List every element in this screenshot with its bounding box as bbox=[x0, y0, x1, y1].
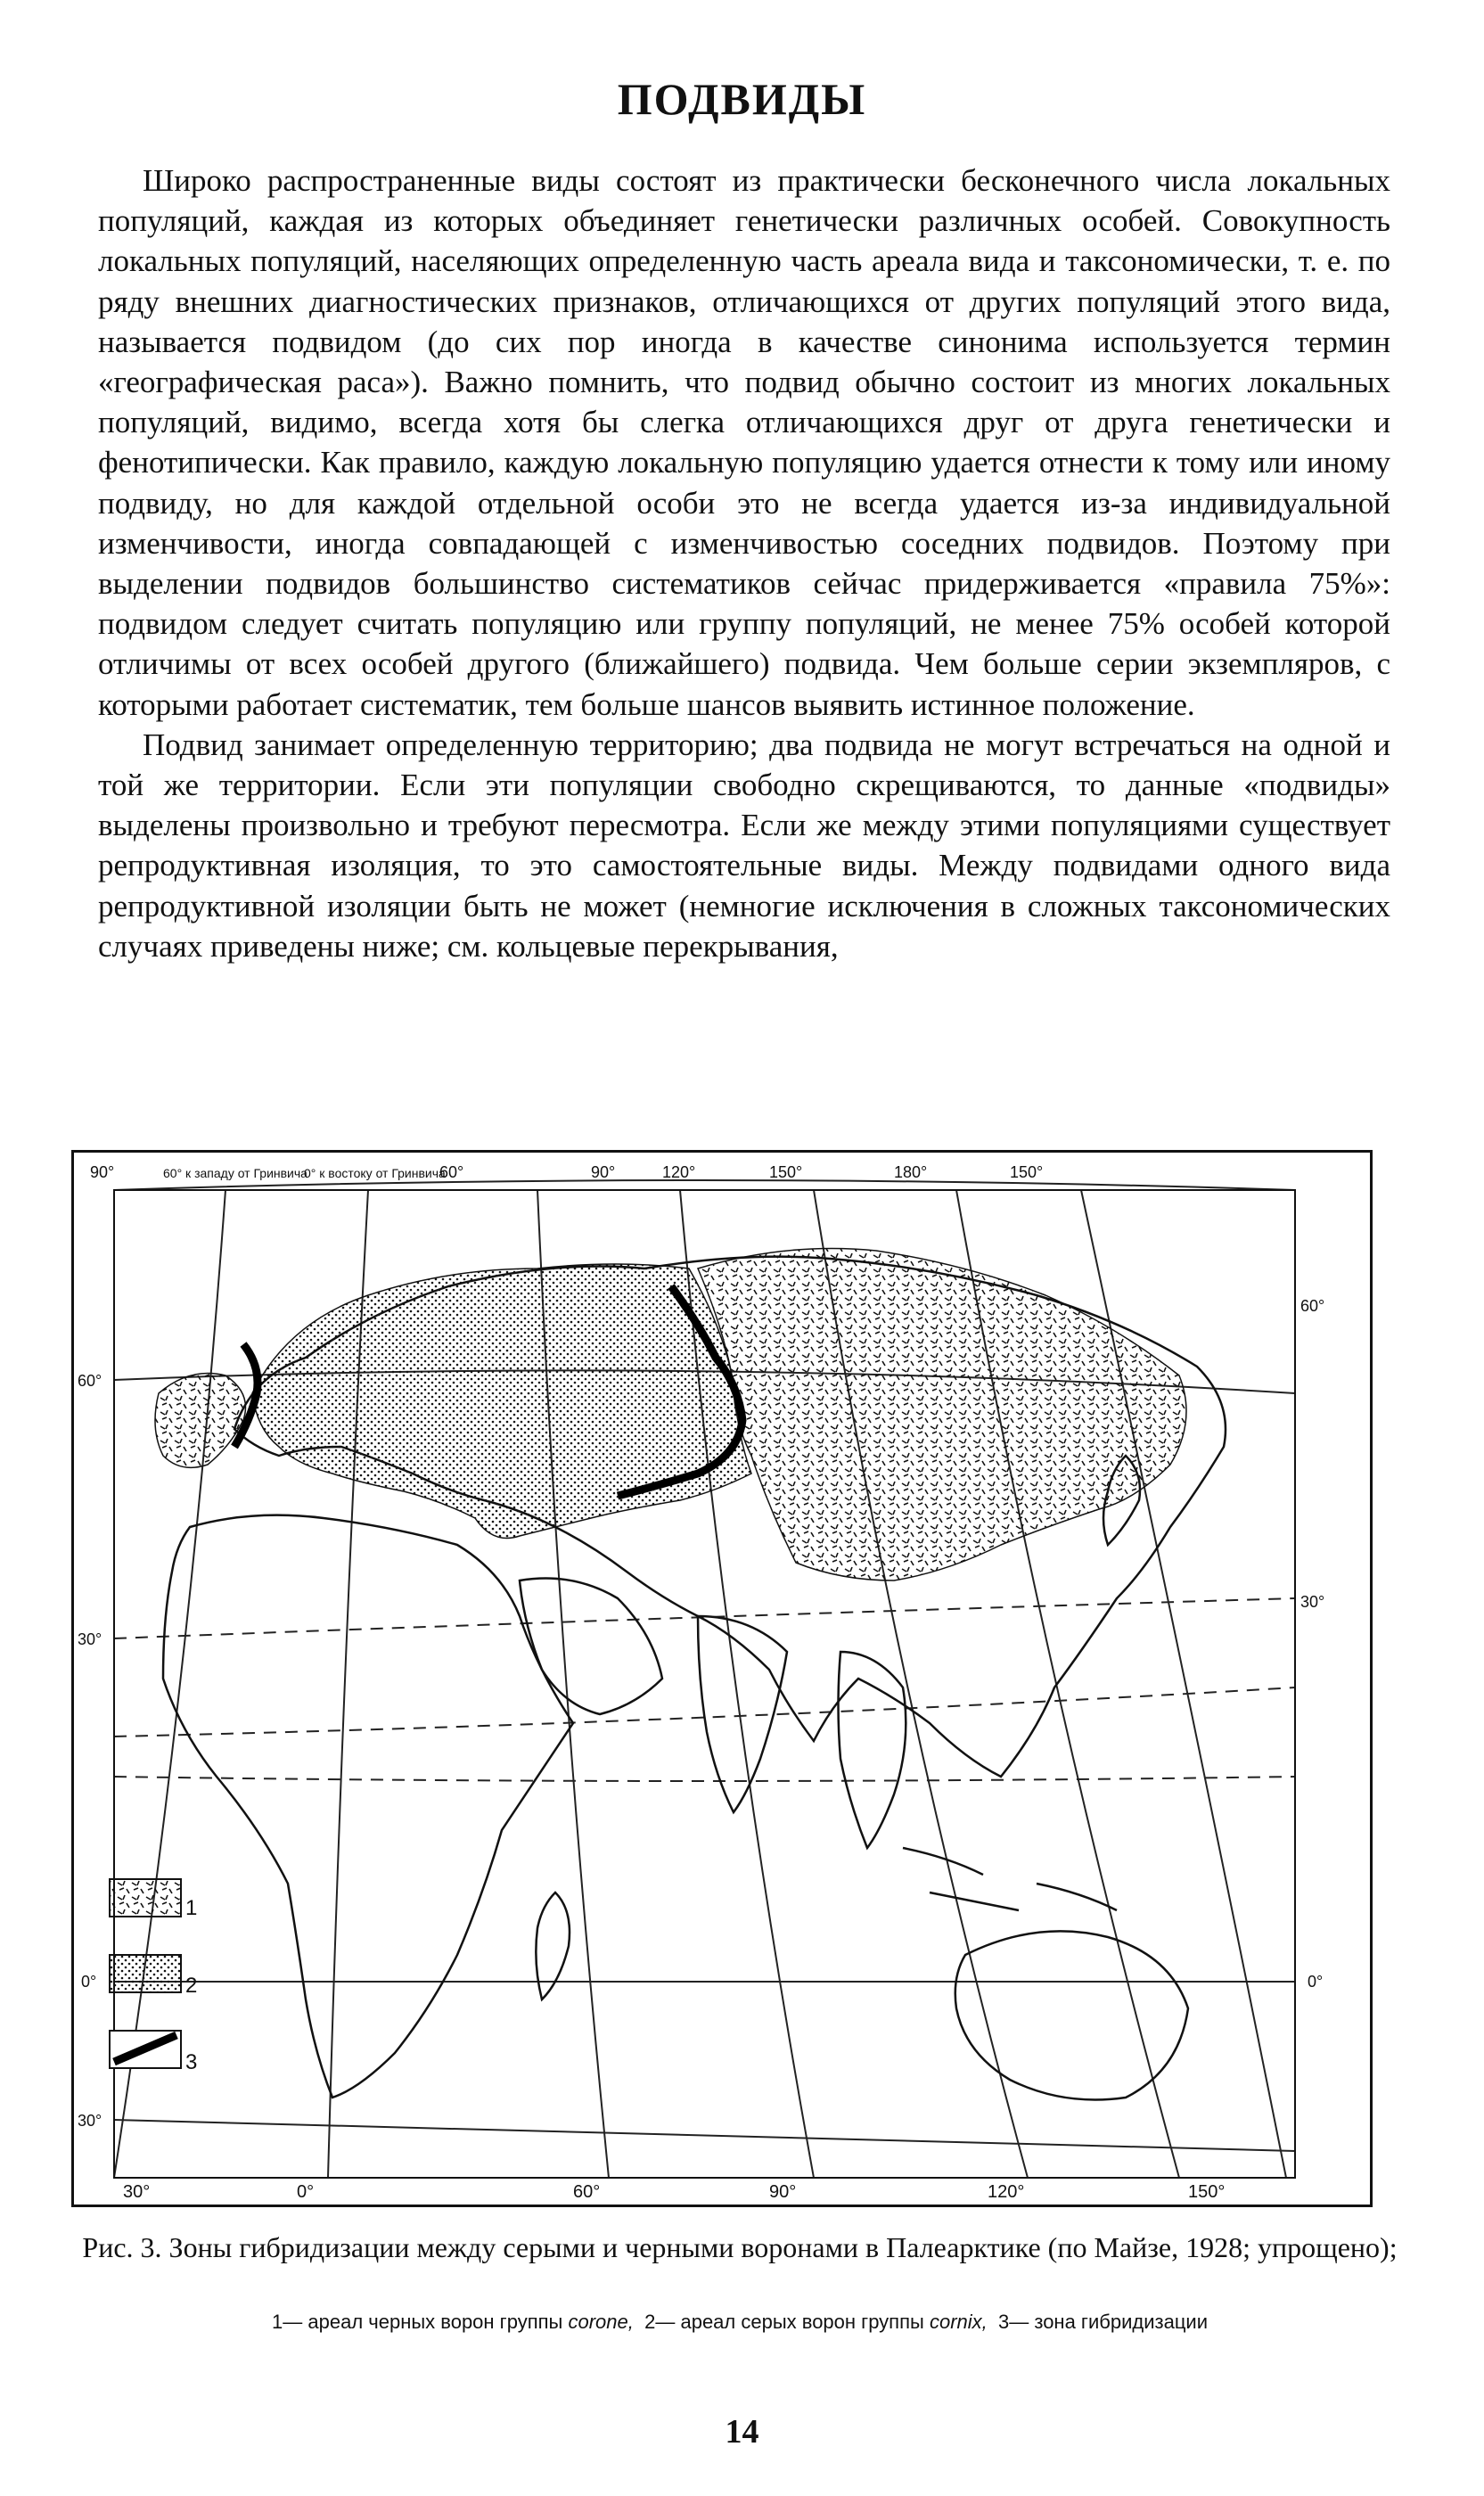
australia-outline bbox=[955, 1931, 1188, 2099]
right-axis-labels bbox=[1300, 1297, 1324, 1991]
top-label-150e: 150° bbox=[769, 1163, 803, 1181]
top-label-180: 180° bbox=[894, 1163, 928, 1181]
right-label-30n: 30° bbox=[1300, 1593, 1325, 1611]
legend-label-1: 1 bbox=[185, 1896, 198, 1920]
legend-item-1-taxon: corone, bbox=[568, 2311, 634, 2333]
legend-item-3-num: 3— bbox=[997, 2311, 1029, 2333]
arabia-outline bbox=[520, 1579, 662, 1715]
bottom-axis-labels bbox=[123, 2182, 1225, 2202]
left-label-30s: 30° bbox=[78, 2112, 102, 2130]
legend-item-2-text: ареал серых ворон группы bbox=[680, 2311, 924, 2333]
figure-caption: Рис. 3. Зоны гибридизации между серыми и черными воронами в Палеарктике (по Майзе, 1928; упрощено); bbox=[82, 2231, 1398, 2263]
indochina-outline bbox=[839, 1652, 906, 1848]
left-label-0: 0° bbox=[81, 1973, 97, 1991]
left-axis-labels bbox=[78, 1372, 102, 2130]
top-label-60e: 60° bbox=[439, 1163, 464, 1181]
top-label-west: 60° к западу от Гринвича bbox=[163, 1166, 307, 1180]
right-label-60n: 60° bbox=[1300, 1297, 1325, 1315]
grey-crow-range bbox=[252, 1264, 751, 1539]
map-svg bbox=[74, 1153, 1370, 2205]
paragraph-2: Подвид занимает определенную территорию; два подвида не могут встречаться на одной и той же территории. Если эти популяции свободно скрещиваются, то данные «подвиды» выделены произвольно и требуют пересмотра. Если же между этими популяциями существует репродуктивная изоляция, то это самостоятельные виды. Между подвидами одного вида репродуктивной изоляции быть не может (немногие исключения в сложных таксономических случаях приведены ниже; см. кольцевые перекрывания, bbox=[98, 727, 1390, 964]
top-label-90e: 90° bbox=[591, 1163, 616, 1181]
hybridization-map-figure bbox=[71, 1150, 1373, 2207]
bottom-label-90e: 90° bbox=[769, 2182, 797, 2202]
bottom-label-60e: 60° bbox=[573, 2182, 601, 2202]
legend-item-2-num: 2— bbox=[644, 2311, 676, 2333]
legend-item-1-text: ареал черных ворон группы bbox=[307, 2311, 563, 2333]
black-crow-range-east bbox=[698, 1249, 1186, 1581]
body-text bbox=[98, 160, 1390, 966]
legend-swatch-black-crow bbox=[110, 1879, 181, 1917]
top-label-90w: 90° bbox=[90, 1163, 115, 1181]
section-title: ПОДВИДЫ bbox=[617, 74, 867, 124]
africa-outline bbox=[163, 1515, 573, 2098]
top-label-120e: 120° bbox=[662, 1163, 696, 1181]
left-label-30n: 30° bbox=[78, 1630, 102, 1648]
map-legend bbox=[110, 1879, 197, 2074]
left-label-60n: 60° bbox=[78, 1372, 102, 1390]
paragraph-1: Широко распространенные виды состоят из практически бесконечного числа локальных популяций, каждая из которых объединяет генетически различных особей. Совокупность локальных популяций, населяющих определенную часть ареала вида и таксономически, т. е. по ряду внешних диагностических признаков, отличающихся от других популяций этого вида, называется подвидом (до сих пор иногда в качестве синонима используется термин «географическая раса»). Важно помнить, что подвид обычно состоит из многих локальных популяций, видимо, всегда хотя бы слегка отличающихся друг от друга генетически и фенотипически. Как правило, каждую локальную популяцию удается отнести к тому или иному подвиду, но для каждой отдельной особи это не всегда удается из-за индивидуальной изменчивости, иногда совпадающей с изменчивостью соседних подвидов. Поэтому при выделении подвидов большинство систематиков сейчас придерживается «правила 75%»: подвидом следует считать популяцию или группу популяций, не менее 75% особей которой отличимы от всех особей другого (ближайшего) подвида. Чем больше серии экземпляров, с которыми работает систематик, тем больше шансов выявить истинное положение. bbox=[98, 163, 1390, 722]
bottom-label-30w: 30° bbox=[123, 2182, 151, 2202]
top-label-150w: 150° bbox=[1010, 1163, 1044, 1181]
indonesia-outline bbox=[903, 1848, 1117, 1910]
top-label-east: 0° к востоку от Гринвича bbox=[304, 1166, 446, 1180]
legend-item-3-text: зона гибридизации bbox=[1034, 2311, 1208, 2333]
figure-legend-text bbox=[80, 2311, 1399, 2334]
right-label-0: 0° bbox=[1308, 1973, 1324, 1991]
legend-item-1-num: 1— bbox=[272, 2311, 303, 2333]
legend-label-2: 2 bbox=[185, 1974, 198, 1998]
bottom-label-150e: 150° bbox=[1188, 2182, 1226, 2202]
legend-label-3: 3 bbox=[185, 2050, 198, 2074]
black-crow-range-west bbox=[155, 1374, 246, 1468]
bottom-label-120e: 120° bbox=[988, 2182, 1025, 2202]
legend-item-2-taxon: cornix, bbox=[929, 2311, 988, 2333]
top-axis-labels bbox=[90, 1163, 1043, 1181]
bottom-label-0: 0° bbox=[297, 2182, 315, 2202]
legend-swatch-grey-crow bbox=[110, 1955, 181, 1992]
madagascar-outline bbox=[536, 1893, 570, 1999]
page-number: 14 bbox=[725, 2413, 759, 2451]
